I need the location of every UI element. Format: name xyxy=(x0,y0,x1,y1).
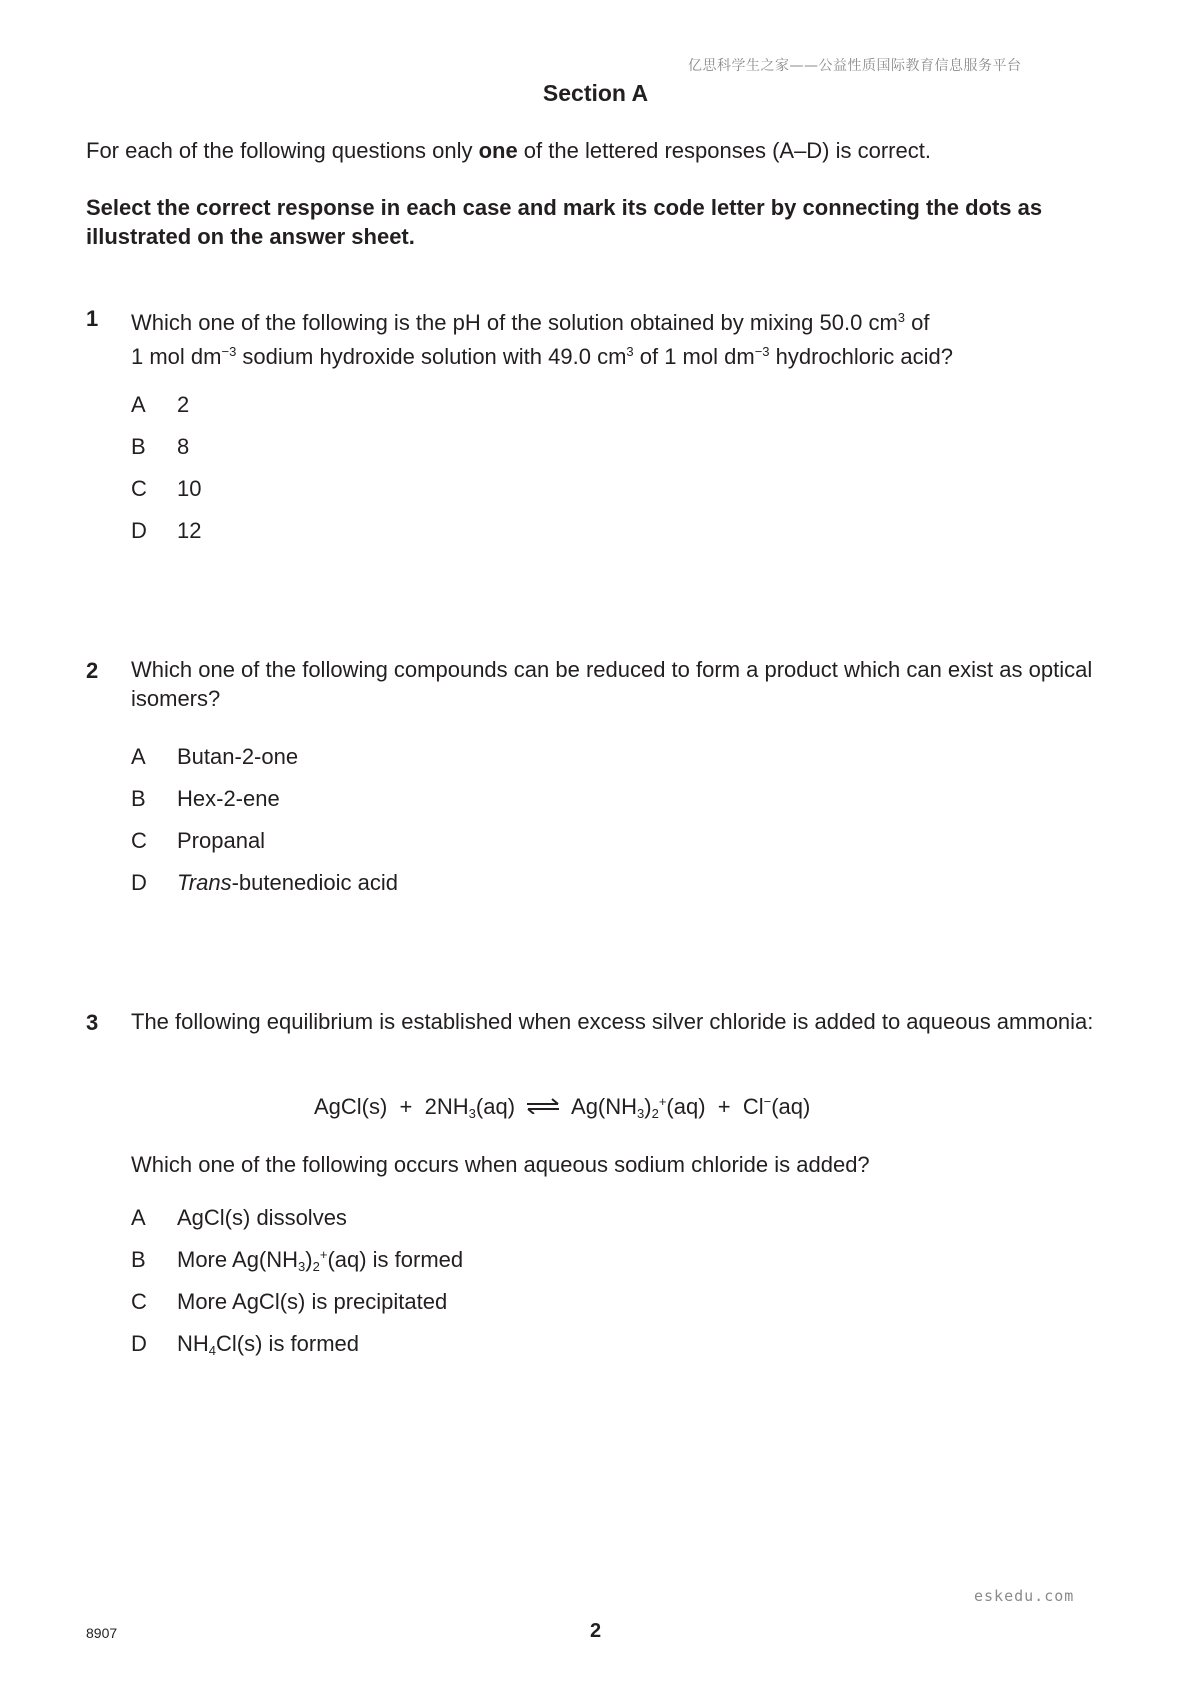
option-sub: 4 xyxy=(208,1343,217,1358)
eq-part: Ag(NH xyxy=(571,1094,638,1119)
question-2-option-b xyxy=(131,786,280,812)
q1-l2-sup2: 3 xyxy=(626,344,634,359)
q1-l1-sup: 3 xyxy=(897,310,906,325)
option-letter: A xyxy=(131,392,146,417)
eq-sub: 3 xyxy=(468,1106,476,1121)
eq-part: ) xyxy=(644,1094,652,1119)
question-2-number: 2 xyxy=(86,658,99,683)
option-letter: A xyxy=(131,744,146,769)
question-1-line-1 xyxy=(131,303,1131,337)
option-sup: + xyxy=(319,1247,328,1262)
q1-l2-sup3: −3 xyxy=(754,344,770,359)
equilibrium-equation xyxy=(314,1094,810,1121)
option-letter: D xyxy=(131,870,147,895)
question-2-text: Which one of the following compounds can be reduced to form a product which can exist as optical isomers? xyxy=(131,657,1093,711)
intro-text xyxy=(86,138,931,164)
question-3-text: The following equilibrium is established when excess silver chloride is added to aqueous ammonia: xyxy=(131,1009,1094,1034)
eq-sub: 2 xyxy=(651,1106,659,1121)
option-letter: B xyxy=(131,786,146,811)
instruction-text: Select the correct response in each case and mark its code letter by connecting the dots as illustrated on the answer sheet. xyxy=(86,195,1043,249)
option-letter: C xyxy=(131,476,147,501)
option-text: 12 xyxy=(177,518,202,543)
option-sub: 3 xyxy=(298,1259,306,1274)
equilibrium-arrow-icon xyxy=(525,1094,561,1120)
question-3-option-c xyxy=(131,1289,447,1315)
option-text: NH xyxy=(177,1331,209,1356)
eq-sub: 3 xyxy=(637,1106,645,1121)
option-letter: A xyxy=(131,1205,146,1230)
option-text: Butan-2-one xyxy=(177,744,299,769)
option-text: More AgCl(s) is precipitated xyxy=(177,1289,448,1314)
q1-l2-a: 1 mol dm xyxy=(131,344,222,369)
option-text: AgCl(s) dissolves xyxy=(177,1205,347,1230)
option-letter: C xyxy=(131,1289,147,1314)
question-3-option-b xyxy=(131,1247,463,1274)
question-1-option-d xyxy=(131,518,201,544)
q1-l2-c: of 1 mol dm xyxy=(633,344,755,369)
option-text: 8 xyxy=(177,434,190,459)
option-letter: C xyxy=(131,828,147,853)
option-letter: B xyxy=(131,1247,146,1272)
option-text: Propanal xyxy=(177,828,266,853)
option-italic: Trans xyxy=(177,870,232,895)
option-sub: 2 xyxy=(312,1259,320,1274)
option-text: More Ag(NH xyxy=(177,1247,299,1272)
eq-sup: − xyxy=(763,1094,772,1109)
q1-l1-b: of xyxy=(905,310,930,335)
option-letter: B xyxy=(131,434,146,459)
question-2-option-a xyxy=(131,744,298,770)
eq-part: AgCl(s) + 2NH xyxy=(314,1094,469,1119)
option-text: (aq) is formed xyxy=(327,1247,464,1272)
paper-code: 8907 xyxy=(86,1625,118,1641)
question-1-line-2 xyxy=(131,337,1131,371)
page-number: 2 xyxy=(589,1620,602,1642)
question-1-text xyxy=(131,303,1131,371)
section-title: Section A xyxy=(542,80,649,106)
question-3-number: 3 xyxy=(86,1010,99,1035)
option-letter: D xyxy=(131,518,147,543)
question-2-option-c xyxy=(131,828,265,854)
q1-l2-sup1: −3 xyxy=(221,344,237,359)
option-text: -butenedioic acid xyxy=(231,870,398,895)
option-letter: D xyxy=(131,1331,147,1356)
question-1-option-c xyxy=(131,476,201,502)
intro-bold: one xyxy=(478,138,518,163)
option-text: Cl(s) is formed xyxy=(216,1331,360,1356)
q1-l2-b: sodium hydroxide solution with 49.0 cm xyxy=(236,344,627,369)
q1-l2-d: hydrochloric acid? xyxy=(769,344,953,369)
option-text: Hex-2-ene xyxy=(177,786,280,811)
watermark-text: 亿思科学生之家——公益性质国际教育信息服务平台 xyxy=(688,58,1022,74)
question-3-option-a xyxy=(131,1205,347,1231)
intro-before: For each of the following questions only xyxy=(86,138,479,163)
eq-part: (aq) xyxy=(475,1094,516,1119)
q1-l1-a: Which one of the following is the pH of the solution obtained by mixing 50.0 cm xyxy=(131,310,898,335)
question-3-prompt: Which one of the following occurs when aqueous sodium chloride is added? xyxy=(131,1152,870,1177)
question-3-option-d xyxy=(131,1331,359,1358)
eq-sup: + xyxy=(658,1094,667,1109)
eq-part: (aq) + Cl xyxy=(666,1094,764,1119)
question-1-option-b xyxy=(131,434,189,460)
intro-after: of the lettered responses (A–D) is correct. xyxy=(517,138,931,163)
option-text: ) xyxy=(305,1247,313,1272)
footer-site-text: eskedu.com xyxy=(974,1587,1075,1605)
option-text: 2 xyxy=(177,392,190,417)
question-1-option-a xyxy=(131,392,189,418)
eq-part: (aq) xyxy=(771,1094,811,1119)
question-2-option-d xyxy=(131,870,398,896)
question-1-number: 1 xyxy=(86,306,99,331)
option-text: 10 xyxy=(177,476,202,501)
